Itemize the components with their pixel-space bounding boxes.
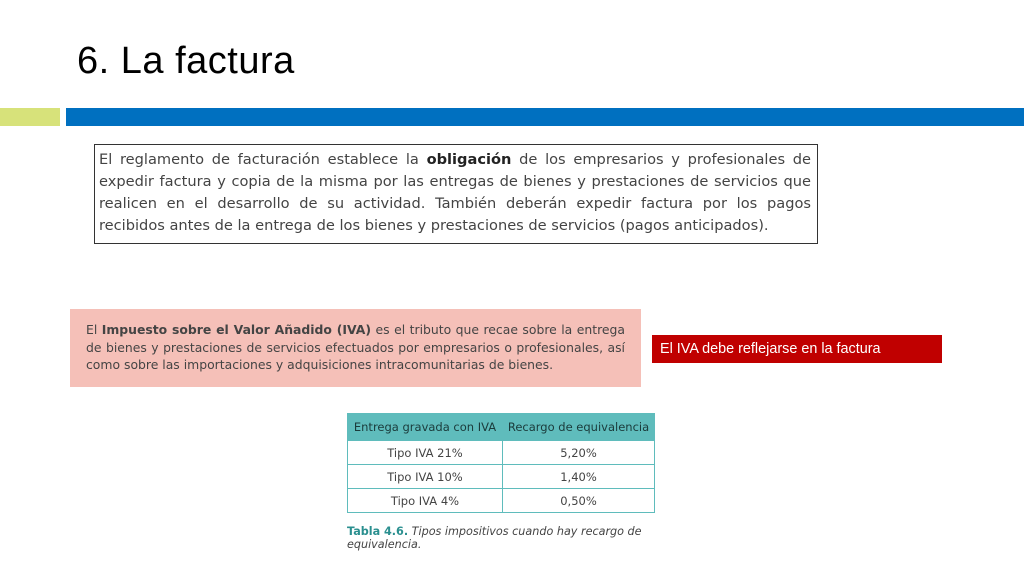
table-caption xyxy=(347,525,647,551)
box1-bold-term: obligación xyxy=(426,151,512,168)
accent-bar-blue xyxy=(66,108,1024,126)
box1-text-after: de los empresarios y profesionales de expedir factura y copia de la misma por las entregas de bienes y prestaciones de servicios que realicen en el desarrollo de su actividad. También deberán expedir factura por los pagos recibidos antes de la entrega de los bienes y prestaciones de servicios (pagos anticipados). xyxy=(99,151,811,234)
table-header-cell: Recargo de equivalencia xyxy=(503,414,655,441)
iva-definition-box xyxy=(70,309,641,387)
table-cell: 5,20% xyxy=(503,441,655,465)
iva-rates-table xyxy=(347,413,655,513)
table-row xyxy=(348,441,655,465)
box1-text-before: El reglamento de facturación establece la xyxy=(99,151,427,168)
table-cell: 1,40% xyxy=(503,465,655,489)
box2-text-before: El xyxy=(86,322,102,337)
accent-bar-green xyxy=(0,108,60,126)
table-row xyxy=(348,489,655,513)
slide-title: 6. La factura xyxy=(77,40,295,82)
table-header-row xyxy=(348,414,655,441)
table-cell: Tipo IVA 21% xyxy=(348,441,503,465)
table-row xyxy=(348,465,655,489)
invoice-regulation-box xyxy=(94,144,818,244)
caption-text: Tipos impositivos cuando hay recargo de equivalencia. xyxy=(347,525,642,551)
box2-bold-term: Impuesto sobre el Valor Añadido (IVA) xyxy=(101,322,372,337)
table-cell: 0,50% xyxy=(503,489,655,513)
iva-callout: El IVA debe reflejarse en la factura xyxy=(652,335,942,363)
table-header-cell: Entrega gravada con IVA xyxy=(348,414,503,441)
table-cell: Tipo IVA 4% xyxy=(348,489,503,513)
caption-label: Tabla 4.6. xyxy=(347,525,409,538)
table-cell: Tipo IVA 10% xyxy=(348,465,503,489)
box2-text-after: es el tributo que recae sobre la entrega de bienes y prestaciones de servicios efectuados por empresarios o profesionales, así como sobre las importaciones y adquisiciones intracomunitarias de bienes. xyxy=(86,322,625,372)
